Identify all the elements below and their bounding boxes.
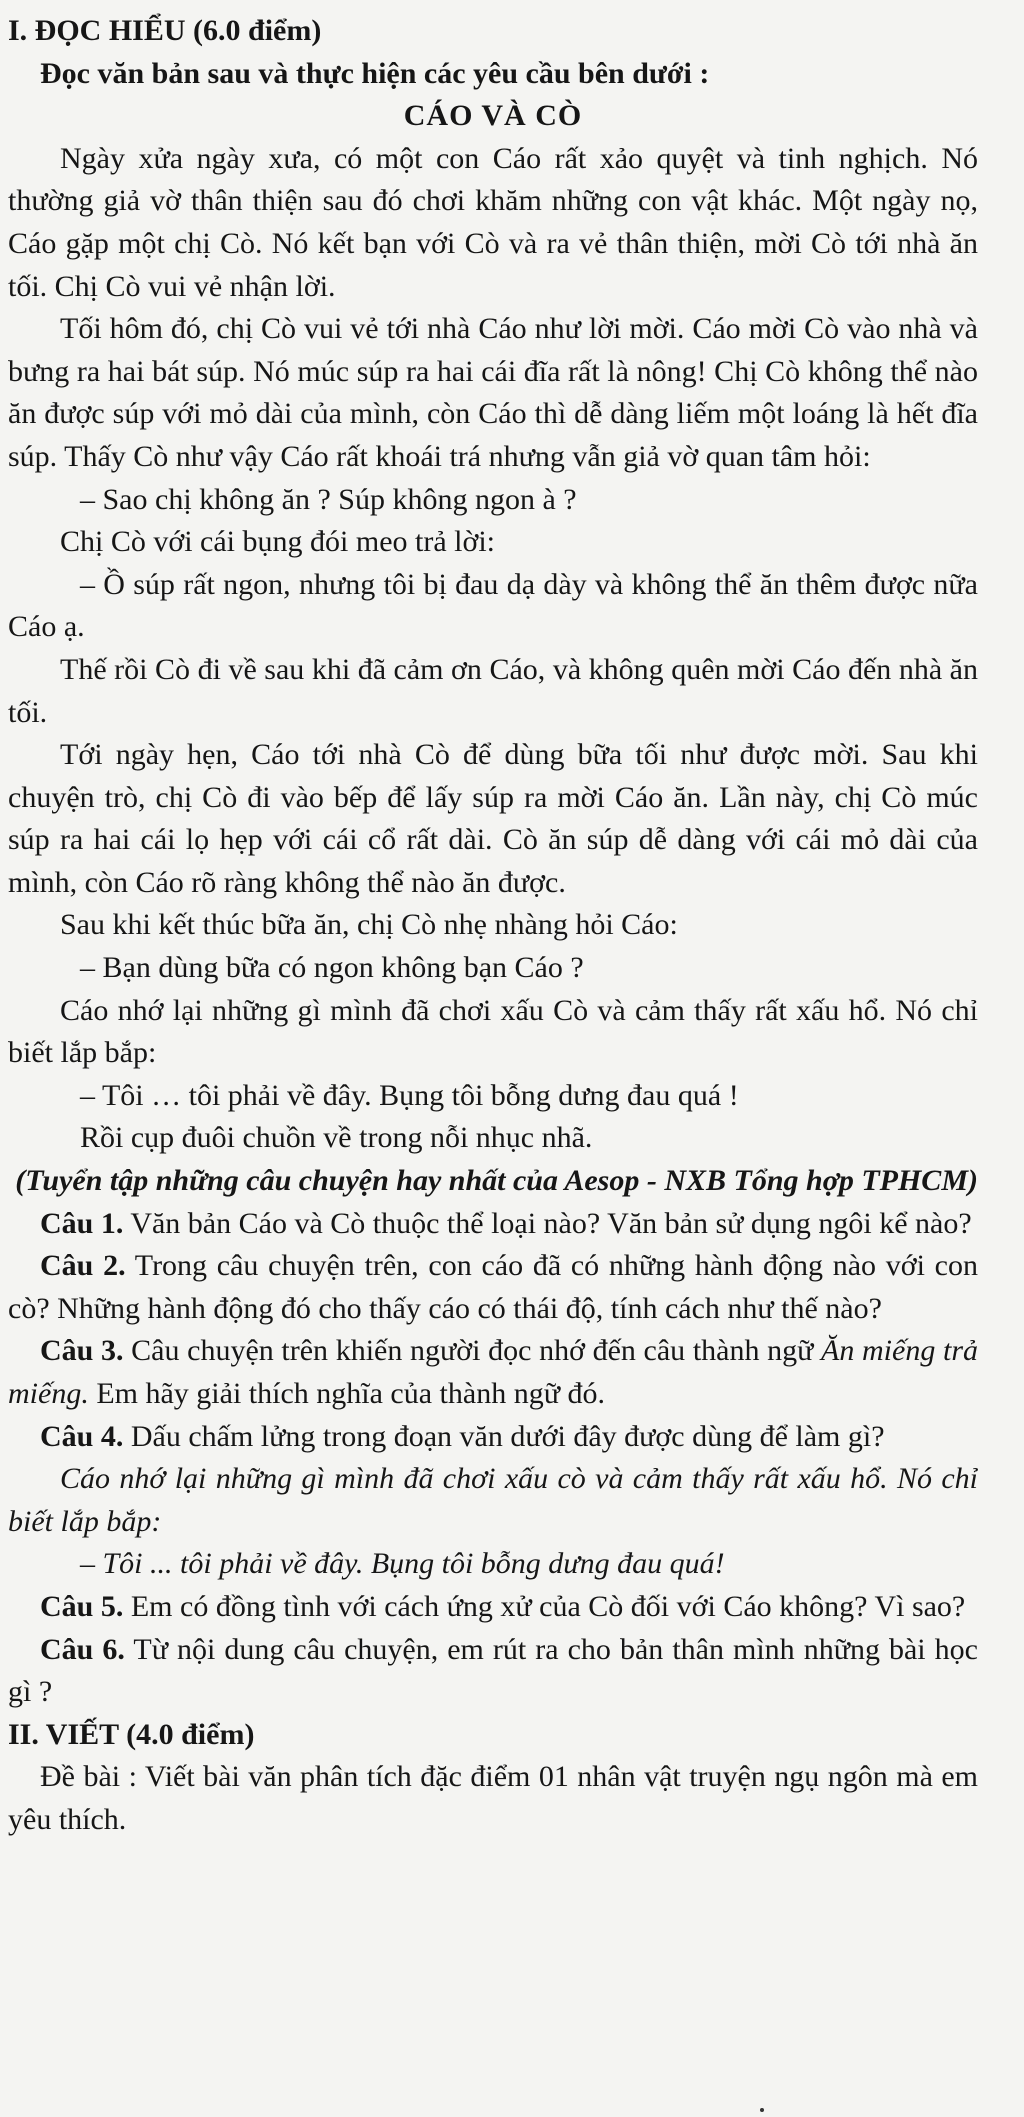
reading-instruction: Đọc văn bản sau và thực hiện các yêu cầu bên dưới : xyxy=(40,56,710,90)
question-label: Câu 2. xyxy=(40,1249,126,1283)
story-paragraph: Rồi cụp đuôi chuồn về trong nỗi nhục nhã. xyxy=(80,1121,593,1155)
question-idiom: Ăn miếng trả miếng. xyxy=(8,1334,978,1410)
section-1-heading: I. ĐỌC HIỂU (6.0 điểm) xyxy=(8,14,322,47)
story-title: CÁO VÀ CÒ xyxy=(403,99,583,133)
question-5 xyxy=(8,1586,978,1629)
question-text: Từ nội dung câu chuyện, em rút ra cho bản thân mình những bài học gì ? xyxy=(8,1632,978,1709)
question-label: Câu 4. xyxy=(40,1419,124,1453)
story-paragraph: Ngày xửa ngày xưa, có một con Cáo rất xảo quyệt và tinh nghịch. Nó thường giả vờ thân thiện sau đó chơi khăm những con vật khác. Một ngày nọ, Cáo gặp một chị Cò. Nó kết bạn với Cò và ra vẻ thân thiện, mời Cò tới nhà ăn tối. Chị Cò vui vẻ nhận lời. xyxy=(8,141,978,303)
story-paragraph: Thế rồi Cò đi về sau khi đã cảm ơn Cáo, và không quên mời Cáo đến nhà ăn tối. xyxy=(8,652,978,729)
question-1 xyxy=(8,1203,978,1246)
story-dialogue: – Sao chị không ăn ? Súp không ngon à ? xyxy=(80,482,577,516)
story-dialogue: – Bạn dùng bữa có ngon không bạn Cáo ? xyxy=(80,951,584,985)
scan-mark xyxy=(760,2108,764,2112)
question-text: Em có đồng tình với cách ứng xử của Cò đối với Cáo không? Vì sao? xyxy=(130,1589,966,1623)
story-paragraph: Tối hôm đó, chị Cò vui vẻ tới nhà Cáo như lời mời. Cáo mời Cò vào nhà và bưng ra hai bát súp. Nó múc súp ra hai cái đĩa rất là nông! Chị Cò không thể nào ăn được súp với mỏ dài của mình, còn Cáo thì dễ dàng liếm một loáng là hết đĩa súp. Thấy Cò như vậy Cáo rất khoái trá nhưng vẫn giả vờ quan tâm hỏi: xyxy=(8,312,978,473)
writing-prompt: Đề bài : Viết bài văn phân tích đặc điểm 01 nhân vật truyện ngụ ngôn mà em yêu thích. xyxy=(8,1760,978,1836)
question-text: Văn bản Cáo và Cò thuộc thể loại nào? Văn bản sử dụng ngôi kể nào? xyxy=(130,1206,972,1240)
question-text: Em hãy giải thích nghĩa của thành ngữ đó. xyxy=(96,1377,605,1410)
question-text: Trong câu chuyện trên, con cáo đã có những hành động nào với con cò? Những hành động đó cho thấy cáo có thái độ, tính cách như thế nào? xyxy=(8,1249,978,1325)
question-2 xyxy=(8,1245,978,1330)
story-dialogue: – Ồ súp rất ngon, nhưng tôi bị đau dạ dày và không thể ăn thêm được nữa Cáo ạ. xyxy=(8,567,978,644)
question-label: Câu 5. xyxy=(40,1589,124,1623)
question-text: Dấu chấm lửng trong đoạn văn dưới đây được dùng để làm gì? xyxy=(130,1419,885,1453)
story-paragraph: Tới ngày hẹn, Cáo tới nhà Cò để dùng bữa tối như được mời. Sau khi chuyện trò, chị Cò đi vào bếp để lấy súp ra mời Cáo ăn. Lần này, chị Cò múc súp ra hai cái lọ hẹp với cái cổ rất dài. Cò ăn súp dễ dàng với cái mỏ dài của mình, còn Cáo rõ ràng không thể nào ăn được. xyxy=(8,738,978,899)
story-paragraph: Sau khi kết thúc bữa ăn, chị Cò nhẹ nhàng hỏi Cáo: xyxy=(60,908,678,942)
story-source: (Tuyển tập những câu chuyện hay nhất của Aesop - NXB Tổng hợp TPHCM) xyxy=(15,1164,978,1198)
story-paragraph: Chị Cò với cái bụng đói meo trả lời: xyxy=(60,525,496,559)
question-label: Câu 3. xyxy=(40,1334,124,1368)
question-4-quote: Cáo nhớ lại những gì mình đã chơi xấu cò và cảm thấy rất xấu hổ. Nó chỉ biết lắp bắp: xyxy=(8,1462,978,1538)
question-3 xyxy=(8,1330,978,1415)
question-6 xyxy=(8,1629,978,1714)
question-text: Câu chuyện trên khiến người đọc nhớ đến câu thành ngữ xyxy=(131,1334,814,1368)
question-4 xyxy=(8,1416,978,1459)
question-4-quote: – Tôi ... tôi phải về đây. Bụng tôi bỗng dưng đau quá! xyxy=(80,1547,725,1581)
story-paragraph: Cáo nhớ lại những gì mình đã chơi xấu Cò và cảm thấy rất xấu hổ. Nó chỉ biết lắp bắp: xyxy=(8,993,978,1070)
question-label: Câu 6. xyxy=(40,1632,125,1666)
section-2-heading: II. VIẾT (4.0 điểm) xyxy=(8,1717,255,1751)
story-dialogue: – Tôi … tôi phải về đây. Bụng tôi bỗng dưng đau quá ! xyxy=(80,1078,739,1112)
question-label: Câu 1. xyxy=(40,1206,124,1240)
